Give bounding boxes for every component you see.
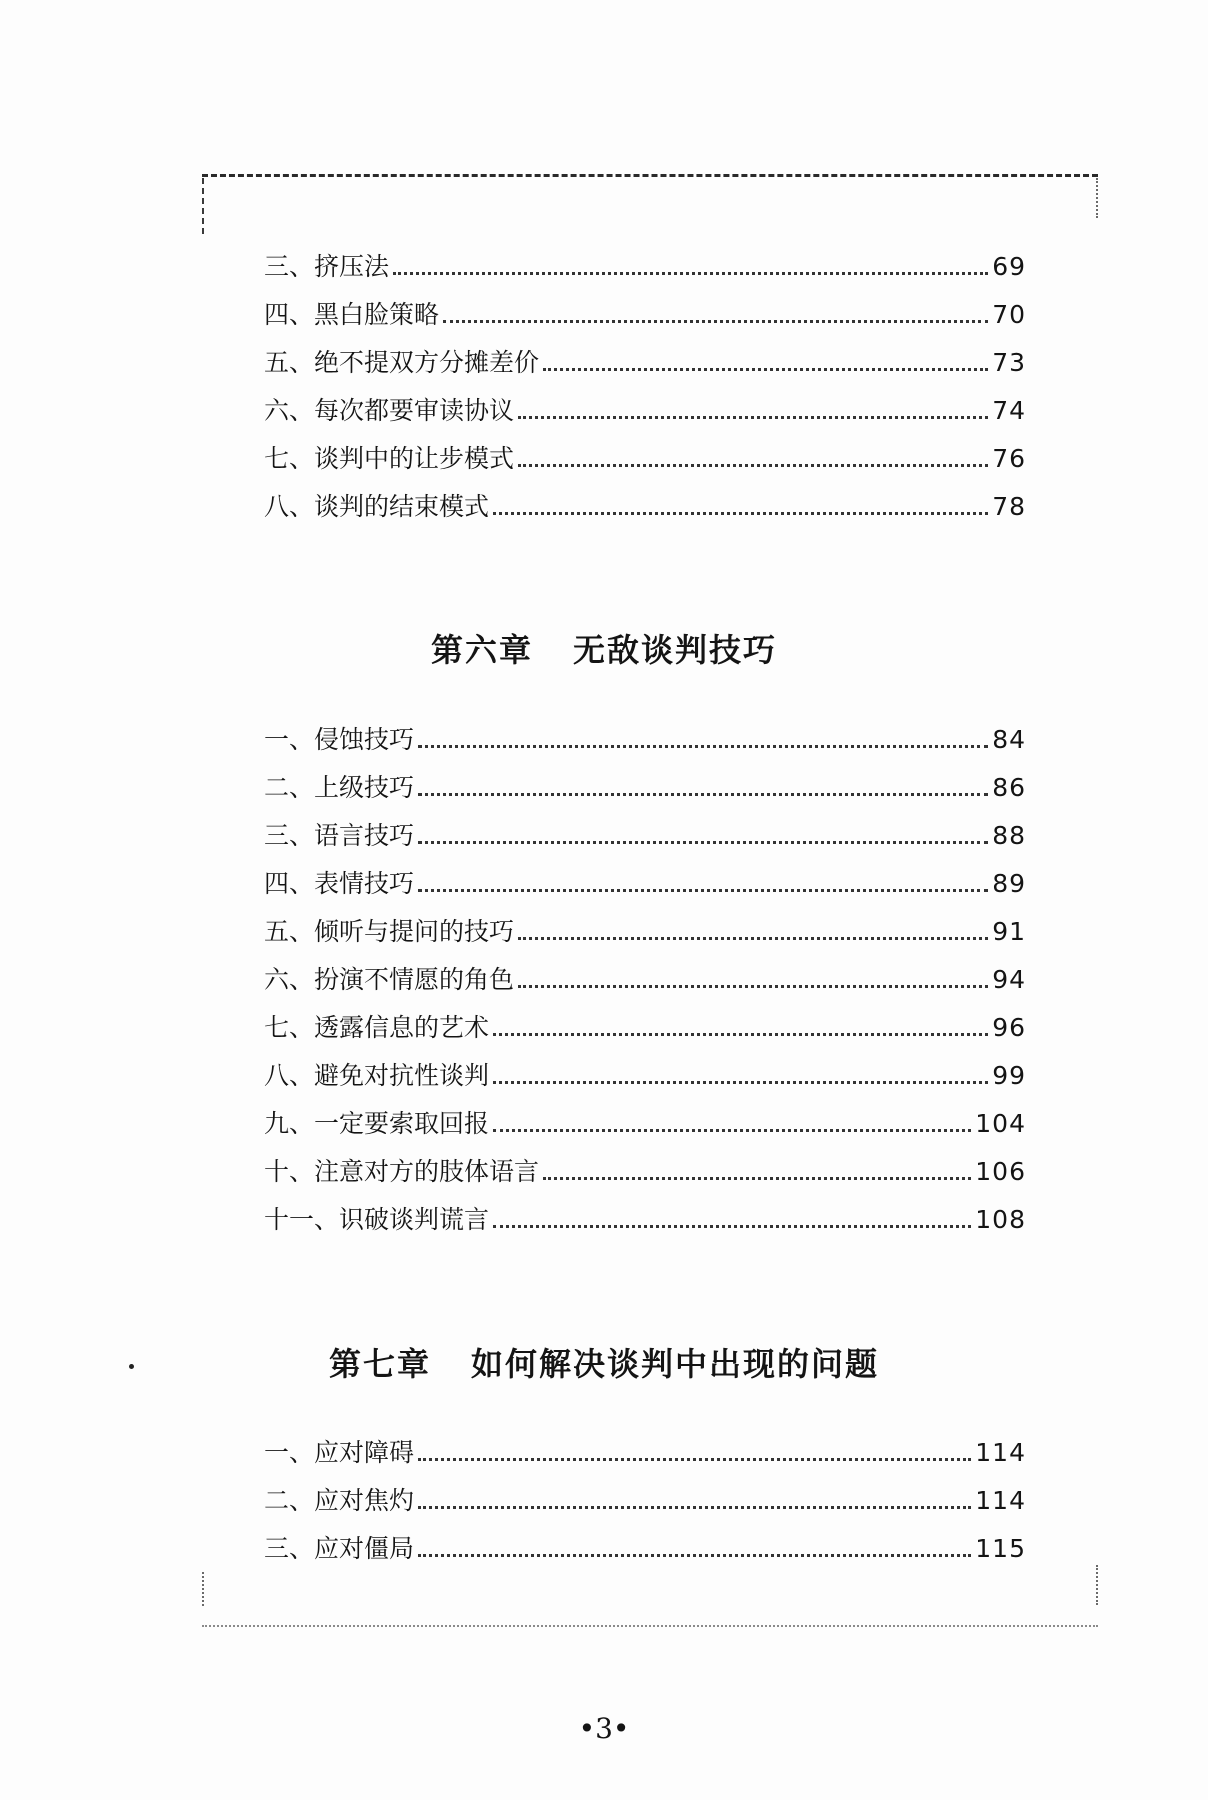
chapter-title: 无敌谈判技巧: [573, 631, 778, 669]
chapter-label: 第七章: [328, 1345, 431, 1383]
dot-leader: [418, 1506, 971, 1509]
toc-entry: [264, 1187, 1026, 1235]
dot-leader: [518, 937, 988, 940]
chapter-label: 第六章: [430, 631, 533, 669]
toc-entry-page: 73: [992, 348, 1026, 377]
toc-entry-page: 70: [992, 300, 1026, 329]
toc-section-chapter-6: [264, 707, 1026, 1235]
frame-top-rule: [202, 174, 1098, 177]
dot-leader: [493, 1033, 988, 1036]
toc-entry-title: 九、一定要索取回报: [264, 1109, 490, 1138]
toc-entry-page: 88: [992, 821, 1026, 850]
toc-entry-page: 84: [992, 725, 1026, 754]
dot-leader: [493, 1081, 988, 1084]
toc-entry-page: 91: [992, 917, 1026, 946]
toc-entry: [264, 1043, 1026, 1091]
frame-left-rule-bottom: [202, 1572, 204, 1606]
toc-entry: [264, 1091, 1026, 1139]
toc-entry: [264, 899, 1026, 947]
toc-entry: [264, 995, 1026, 1043]
dot-leader: [418, 793, 988, 796]
dot-leader: [518, 416, 988, 419]
toc-entry-title: 八、谈判的结束模式: [264, 492, 490, 521]
toc-entry: [264, 1516, 1026, 1564]
toc-entry-title: 一、侵蚀技巧: [264, 725, 415, 754]
toc-entry-page: 86: [992, 773, 1026, 802]
toc-entry-title: 一、应对障碍: [264, 1438, 415, 1467]
toc-entry-page: 99: [992, 1061, 1026, 1090]
toc-entry-page: 89: [992, 869, 1026, 898]
toc-entry: [264, 947, 1026, 995]
toc-entry: [264, 1420, 1026, 1468]
toc-entry: [264, 803, 1026, 851]
dot-leader: [418, 889, 988, 892]
chapter-heading-6: [0, 625, 1208, 671]
dot-leader: [543, 1177, 971, 1180]
toc-entry-title: 三、语言技巧: [264, 821, 415, 850]
toc-entry-page: 74: [992, 396, 1026, 425]
toc-entry-page: 108: [975, 1205, 1026, 1234]
toc-entry-title: 十一、识破谈判谎言: [264, 1205, 490, 1234]
frame-bottom-rule: [202, 1625, 1098, 1627]
toc-entry-title: 六、每次都要审读协议: [264, 396, 515, 425]
toc-entry-title: 四、黑白脸策略: [264, 300, 440, 329]
frame-right-rule-bottom: [1096, 1565, 1098, 1605]
dot-leader: [518, 985, 988, 988]
toc-entry-title: 十、注意对方的肢体语言: [264, 1157, 540, 1186]
toc-entry: [264, 234, 1026, 282]
dot-leader: [418, 1458, 971, 1461]
toc-entry-page: 76: [992, 444, 1026, 473]
toc-entry-title: 三、挤压法: [264, 252, 390, 281]
toc-entry-title: 八、避免对抗性谈判: [264, 1061, 490, 1090]
toc-entry: [264, 1139, 1026, 1187]
toc-entry: [264, 474, 1026, 522]
toc-entry-page: 106: [975, 1157, 1026, 1186]
dot-leader: [493, 1225, 971, 1228]
toc-section-chapter-7: [264, 1420, 1026, 1564]
toc-entry-title: 五、倾听与提问的技巧: [264, 917, 515, 946]
chapter-heading-7: [0, 1339, 1208, 1385]
dot-leader: [493, 1129, 971, 1132]
toc-entry-page: 69: [992, 252, 1026, 281]
dot-leader: [543, 368, 988, 371]
dot-leader: [418, 1554, 971, 1557]
dot-leader: [393, 272, 988, 275]
frame-right-rule: [1096, 178, 1098, 218]
toc-entry-page: 104: [975, 1109, 1026, 1138]
toc-entry: [264, 378, 1026, 426]
toc-entry-page: 115: [975, 1534, 1026, 1563]
toc-entry-title: 七、谈判中的让步模式: [264, 444, 515, 473]
toc-entry-title: 三、应对僵局: [264, 1534, 415, 1563]
toc-entry: [264, 707, 1026, 755]
toc-entry-page: 78: [992, 492, 1026, 521]
dot-leader: [518, 464, 988, 467]
toc-entry-title: 五、绝不提双方分摊差价: [264, 348, 540, 377]
page-number: •3•: [578, 1712, 630, 1745]
toc-entry: [264, 330, 1026, 378]
toc-entry-title: 四、表情技巧: [264, 869, 415, 898]
toc-entry: [264, 1468, 1026, 1516]
toc-entry: [264, 755, 1026, 803]
toc-entry-title: 六、扮演不情愿的角色: [264, 965, 515, 994]
toc-entry: [264, 851, 1026, 899]
toc-entry: [264, 282, 1026, 330]
frame-left-rule: [202, 178, 204, 234]
toc-entry-page: 94: [992, 965, 1026, 994]
toc-entry-title: 七、透露信息的艺术: [264, 1013, 490, 1042]
toc-entry-page: 114: [975, 1486, 1026, 1515]
toc-entry-page: 114: [975, 1438, 1026, 1467]
dot-leader: [418, 745, 988, 748]
dot-leader: [443, 320, 988, 323]
toc-entry-title: 二、上级技巧: [264, 773, 415, 802]
toc-entry: [264, 426, 1026, 474]
toc-entry-page: 96: [992, 1013, 1026, 1042]
chapter-title: 如何解决谈判中出现的问题: [471, 1345, 880, 1383]
toc-section-continued: [264, 234, 1026, 522]
dot-leader: [493, 512, 988, 515]
dot-leader: [418, 841, 988, 844]
toc-entry-title: 二、应对焦灼: [264, 1486, 415, 1515]
